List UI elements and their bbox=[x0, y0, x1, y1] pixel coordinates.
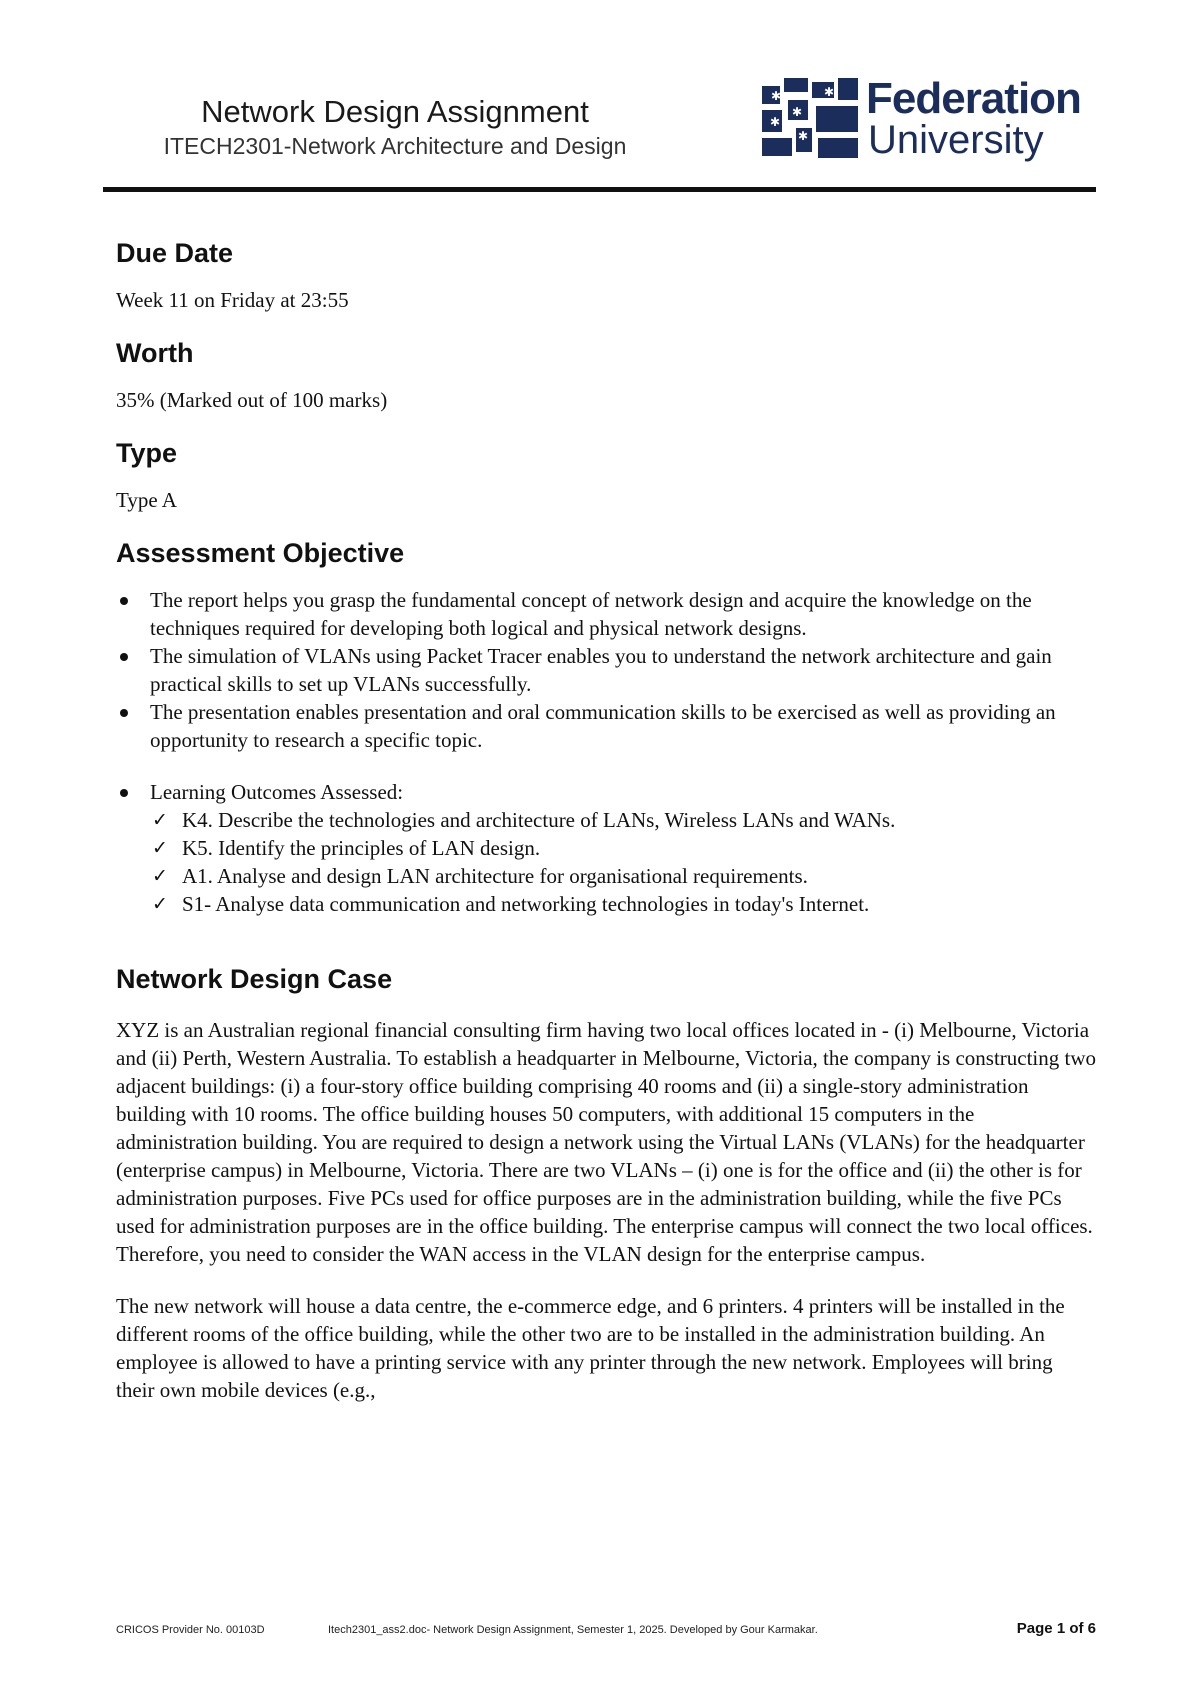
checkmark-icon: ✓ bbox=[152, 809, 168, 831]
footer-document-info: Itech2301_ass2.doc- Network Design Assignment, Semester 1, 2025. Developed by Gour Karmakar. bbox=[328, 1624, 818, 1636]
document-subtitle: ITECH2301-Network Architecture and Design bbox=[163, 133, 627, 159]
header-divider bbox=[103, 187, 1096, 192]
bullet-icon bbox=[120, 709, 128, 717]
document-title: Network Design Assignment bbox=[201, 94, 589, 129]
logo-flag-icon bbox=[762, 78, 858, 158]
federation-university-logo bbox=[762, 74, 1092, 164]
checkmark-icon: ✓ bbox=[152, 837, 168, 859]
checklist-item: ✓ K5. Identify the principles of LAN design. bbox=[152, 836, 541, 860]
type-heading: Type bbox=[116, 438, 178, 468]
bullet-icon bbox=[120, 597, 128, 605]
checklist-item: ✓ A1. Analyse and design LAN architecture for organisational requirements. bbox=[152, 864, 808, 888]
footer-page-number: Page 1 of 6 bbox=[1016, 1620, 1096, 1637]
svg-text:✱: ✱ bbox=[771, 89, 782, 103]
bullet-icon bbox=[120, 653, 128, 661]
list-item: The simulation of VLANs using Packet Tracer enables you to understand the network architecture and gain practical skills to set up VLANs successfully. bbox=[116, 642, 1096, 698]
list-item: Learning Outcomes Assessed: bbox=[116, 778, 1096, 806]
outcomes-checklist bbox=[116, 806, 1096, 918]
learning-outcomes-list bbox=[116, 778, 1096, 806]
list-item: The presentation enables presentation and oral communication skills to be exercised as well as providing an opportunity to research a specific topic. bbox=[116, 698, 1096, 754]
case-paragraph: XYZ is an Australian regional financial consulting firm having two local offices located in - (i) Melbourne, Victoria and (ii) Perth, Western Australia. To establish a headquarter in Melbourne, Victoria, the company is constructing two adjacent buildings: (i) a four-story office building comprising 40 rooms and (ii) a single-story administration building with 10 rooms. The office building houses 50 computers, with additional 15 computers in the administration building. You are required to design a network using the Virtual LANs (VLANs) for the headquarter (enterprise campus) in Melbourne, Victoria. There are two VLANs – (i) one is for the office and (ii) the other is for administration purposes. Five PCs used for office purposes are in the administration building, while the five PCs used for administration purposes are in the office building. The enterprise campus will connect the two local offices. Therefore, you need to consider the WAN access in the VLAN design for the enterprise campus. bbox=[116, 1018, 1097, 1266]
page-footer bbox=[116, 1620, 1096, 1640]
logo-word-federation: Federation bbox=[866, 74, 1081, 123]
worth-text: 35% (Marked out of 100 marks) bbox=[116, 388, 388, 412]
svg-text:✱: ✱ bbox=[792, 105, 803, 119]
due-date-text: Week 11 on Friday at 23:55 bbox=[116, 288, 349, 312]
assessment-objective-heading: Assessment Objective bbox=[116, 538, 405, 568]
case-paragraph: The new network will house a data centre, the e-commerce edge, and 6 printers. 4 printers will be installed in the different rooms of the office building, while the other two are to be installed in the administration building. An employee is allowed to have a printing service with any printer through the new network. Employees will bring their own mobile devices (e.g., bbox=[116, 1294, 1065, 1402]
checklist-item: ✓ K4. Describe the technologies and architecture of LANs, Wireless LANs and WANs. bbox=[152, 808, 896, 832]
worth-heading: Worth bbox=[116, 338, 194, 368]
checkmark-icon: ✓ bbox=[152, 865, 168, 887]
document-body bbox=[116, 236, 1096, 1404]
svg-text:✱: ✱ bbox=[798, 129, 809, 143]
svg-text:✱: ✱ bbox=[770, 115, 781, 129]
network-design-case-heading: Network Design Case bbox=[116, 964, 393, 994]
type-text: Type A bbox=[116, 488, 177, 512]
objective-bullet-list bbox=[116, 586, 1096, 754]
list-item: The report helps you grasp the fundamental concept of network design and acquire the knowledge on the techniques required for developing both logical and physical network designs. bbox=[116, 586, 1096, 642]
svg-text:✱: ✱ bbox=[824, 85, 835, 99]
logo-word-university: University bbox=[868, 118, 1044, 162]
document-header bbox=[0, 0, 1200, 200]
checkmark-icon: ✓ bbox=[152, 893, 168, 915]
checklist-item: ✓ S1- Analyse data communication and networking technologies in today's Internet. bbox=[152, 892, 870, 916]
footer-provider: CRICOS Provider No. 00103D bbox=[116, 1624, 265, 1636]
due-date-heading: Due Date bbox=[116, 238, 234, 268]
bullet-icon bbox=[120, 789, 128, 797]
